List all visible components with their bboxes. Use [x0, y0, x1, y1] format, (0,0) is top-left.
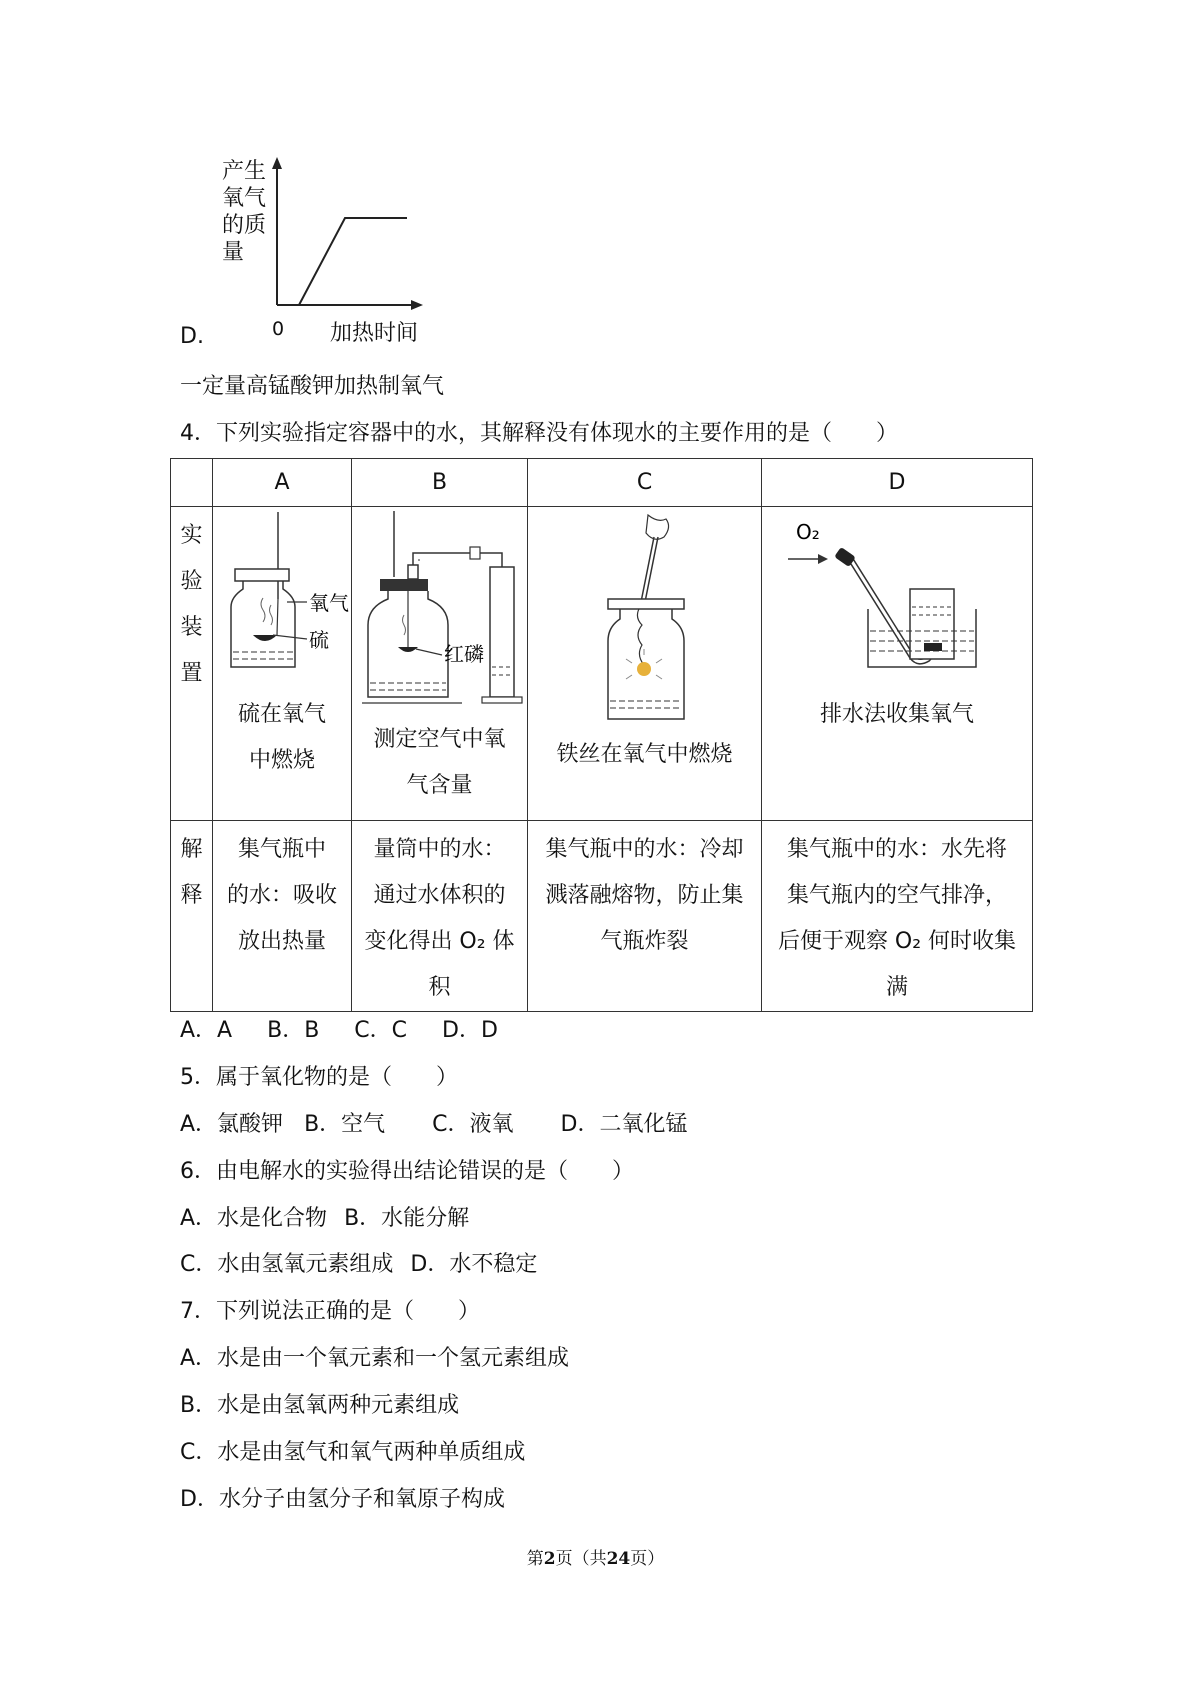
q7-option[interactable]: D．水分子由氢分子和氧原子构成 [180, 1487, 505, 1512]
x-axis-arrow-icon [411, 300, 423, 310]
graph-ylabel-line: 产生 [222, 159, 267, 184]
q7-option[interactable]: C．水是由氢气和氧气两种单质组成 [180, 1440, 526, 1465]
q6-option[interactable]: B．水能分解 [344, 1206, 470, 1231]
caption-b-line: 气含量 [406, 773, 473, 798]
header-b: B [352, 459, 528, 507]
q6-options-row2 [180, 1250, 565, 1280]
q7-stem: 7．下列说法正确的是（ ） [180, 1299, 480, 1324]
explanation-d: 集气瓶中的水：水先将 集气瓶内的空气排净， 后便于观察 O₂ 何时收集 满 [762, 821, 1033, 1012]
q3-option-d-label: D. [180, 324, 204, 349]
q7-option[interactable]: A．水是由一个氧元素和一个氢元素组成 [180, 1346, 570, 1371]
q7-option[interactable]: B．水是由氢氧两种元素组成 [180, 1393, 460, 1418]
q4-option[interactable]: B．B [267, 1018, 320, 1043]
q6-option[interactable]: C．水由氢氧元素组成 [180, 1252, 394, 1277]
explanation-b: 量筒中的水： 通过水体积的 变化得出 O₂ 体 积 [352, 821, 528, 1012]
caption-d-line: 排水法收集氧气 [819, 702, 974, 727]
q6-option[interactable]: D．水不稳定 [410, 1252, 538, 1277]
q4-option[interactable]: C．C [354, 1018, 408, 1043]
caption-a-line: 中燃烧 [248, 748, 315, 773]
header-d: D [762, 459, 1033, 507]
header-c: C [528, 459, 762, 507]
table-header-row [171, 459, 1033, 507]
graph-ylabel-line: 氧气 [222, 186, 267, 211]
q3-option-d-text: 一定量高锰酸钾加热制氧气 [180, 374, 445, 399]
label-oxygen: 氧气 [309, 591, 349, 615]
label-sulfur: 硫 [309, 628, 329, 652]
q5-option[interactable]: A．氯酸钾 [180, 1112, 284, 1137]
q5-option[interactable]: D．二氧化锰 [560, 1112, 688, 1137]
page-total: 24 [606, 1549, 631, 1569]
graph-ylabel-line: 量 [222, 240, 245, 265]
explanation-c: 集气瓶中的水：冷却 溅落融熔物，防止集 气瓶炸裂 [528, 821, 762, 1012]
oxygen-curve [299, 218, 407, 305]
y-axis-arrow-icon [272, 157, 282, 169]
q6-option[interactable]: A．水是化合物 [180, 1206, 328, 1231]
apparatus-a [213, 507, 352, 821]
row-label-explanation: 解 释 [171, 821, 213, 1012]
apparatus-c [528, 507, 762, 821]
explanation-row [171, 821, 1033, 1012]
q4-option[interactable]: A．A [180, 1018, 233, 1043]
header-a: A [213, 459, 352, 507]
sulfur-jar-illustration [213, 507, 351, 692]
page-footer: 第2页（共24页） [526, 1549, 665, 1569]
q4-stem: 4．下列实验指定容器中的水，其解释没有体现水的主要作用的是（ ） [180, 421, 898, 446]
explanation-a: 集气瓶中 的水：吸收 放出热量 [213, 821, 352, 1012]
apparatus-b [352, 507, 528, 821]
graph-origin: 0 [272, 318, 285, 340]
row-label-apparatus: 实 验 装 置 [171, 507, 213, 821]
oxygen-mass-graph [215, 155, 425, 315]
graph-ylabel-line: 的质 [222, 213, 267, 238]
water-collection-illustration [762, 507, 1032, 692]
corner-cell [171, 459, 213, 507]
iron-wire-jar-illustration [528, 507, 761, 732]
caption-b-line: 测定空气中氧 [373, 727, 506, 752]
q6-stem: 6．由电解水的实验得出结论错误的是（ ） [180, 1159, 634, 1184]
q5-option[interactable]: B．空气 [304, 1112, 386, 1137]
label-o2: O₂ [796, 520, 820, 544]
caption-a-line: 硫在氧气 [237, 702, 326, 727]
apparatus-row [171, 507, 1033, 821]
graph-xlabel: 加热时间 [330, 321, 419, 346]
phosphorus-jar-illustration [352, 507, 527, 717]
label-red-phosphorus: 红磷 [444, 642, 484, 666]
q6-options-row1 [180, 1204, 497, 1234]
experiment-table [170, 458, 1033, 1012]
page-number: 2 [543, 1549, 556, 1569]
caption-c-line: 铁丝在氧气中燃烧 [556, 742, 733, 767]
flow-arrow-icon [818, 554, 828, 564]
q4-option[interactable]: D．D [442, 1018, 498, 1043]
q5-option[interactable]: C．液氧 [432, 1112, 514, 1137]
q5-stem: 5．属于氧化物的是（ ） [180, 1065, 458, 1090]
apparatus-d [762, 507, 1033, 821]
q5-options [180, 1110, 715, 1140]
q4-options [180, 1016, 526, 1046]
